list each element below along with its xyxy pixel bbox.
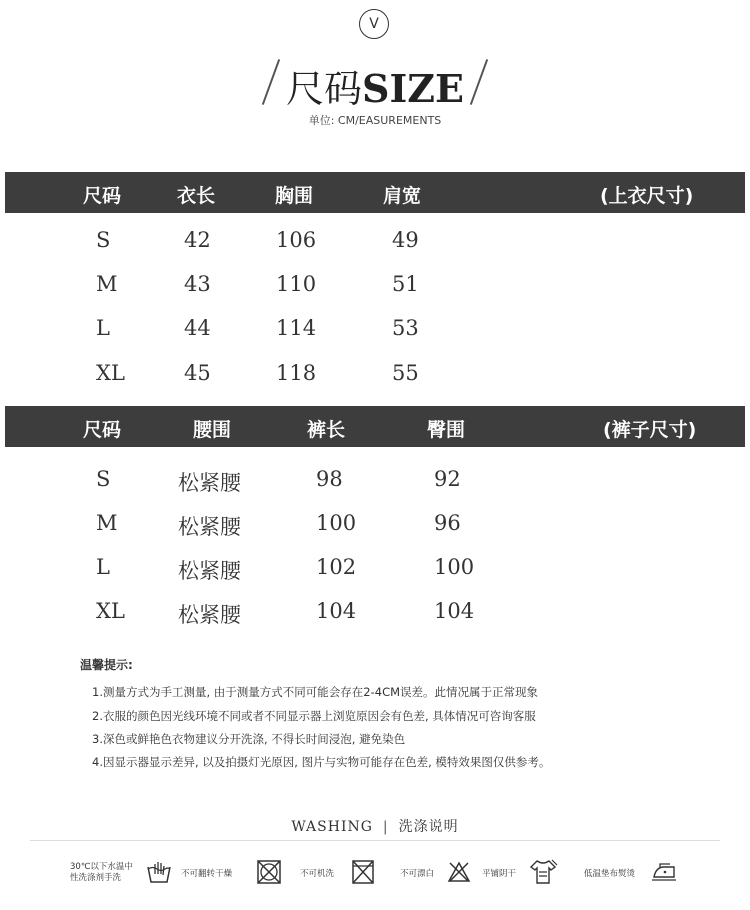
dry-flat-shade-icon — [528, 858, 558, 886]
tip-item: 2.衣服的颜色因光线环境不同或者不同显示器上浏览原因会有色差, 具体情况可咨询客服 — [92, 709, 536, 723]
table-cell: L — [96, 555, 110, 579]
washing-heading — [0, 816, 750, 836]
bottom-table-header — [5, 406, 745, 447]
table-cell: 松紧腰 — [178, 515, 241, 539]
top-header-size: 尺码 — [83, 185, 122, 207]
title-slash-right — [470, 59, 488, 105]
top-table-note: (上衣尺寸) — [600, 185, 694, 207]
logo-letter: V — [369, 16, 379, 32]
tip-item: 4.因显示器显示差异, 以及拍摄灯光原因, 图片与实物可能存在色差, 模特效果图仅供参考。 — [92, 755, 551, 769]
bottom-header-pants-length: 裤长 — [307, 419, 346, 441]
top-header-shoulder: 肩宽 — [383, 185, 422, 207]
table-cell: 44 — [184, 316, 211, 340]
bottom-header-size: 尺码 — [83, 419, 122, 441]
brand-logo — [359, 9, 389, 39]
tip-item: 1.测量方式为手工测量, 由于测量方式不同可能会存在2-4CM误差。此情况属于正常现象 — [92, 685, 539, 699]
table-cell: M — [96, 511, 118, 535]
washing-title-cn: 洗涤说明 — [398, 819, 459, 835]
table-cell: XL — [96, 361, 125, 385]
wash-label-low-iron-cloth: 低温垫布熨烫 — [584, 869, 636, 879]
table-cell: S — [96, 467, 111, 491]
no-tumble-dry-icon — [256, 859, 282, 885]
table-cell: 106 — [276, 228, 317, 252]
tips-title: 温馨提示: — [80, 658, 133, 672]
wash-label-no-machine-wash: 不可机洗 — [300, 869, 335, 879]
table-cell: 114 — [276, 316, 317, 340]
table-cell: S — [96, 228, 111, 252]
page-title — [280, 58, 470, 113]
no-machine-wash-icon — [350, 859, 376, 885]
wash-label-no-bleach: 不可漂白 — [400, 869, 435, 879]
tip-item: 3.深色或鲜艳色衣物建议分开洗涤, 不得长时间浸泡, 避免染色 — [92, 732, 406, 746]
table-cell: 53 — [392, 316, 419, 340]
table-cell: 42 — [184, 228, 211, 252]
table-cell: 92 — [434, 467, 461, 491]
table-cell: 51 — [392, 272, 419, 296]
table-cell: 49 — [392, 228, 419, 252]
table-cell: XL — [96, 599, 125, 623]
table-cell: 55 — [392, 361, 419, 385]
wash-label-hand-wash: 30℃以下水温中 性洗涤剂手洗 — [70, 862, 133, 883]
table-cell: 98 — [316, 467, 343, 491]
top-header-length: 衣长 — [177, 185, 216, 207]
washing-title-en: WASHING — [291, 819, 373, 835]
top-header-chest: 胸围 — [275, 185, 314, 207]
table-cell: 96 — [434, 511, 461, 535]
top-table-header — [5, 172, 745, 213]
table-cell: 100 — [434, 555, 475, 579]
page-title-en: SIZE — [362, 66, 464, 111]
table-cell: 110 — [276, 272, 317, 296]
table-cell: 100 — [316, 511, 357, 535]
wash-label-dry-flat-shade: 平铺阴干 — [482, 869, 517, 879]
wash-label-no-tumble-dry: 不可翻转干燥 — [181, 869, 233, 879]
hand-wash-icon — [145, 858, 173, 886]
table-cell: 102 — [316, 555, 357, 579]
bottom-header-waist: 腰围 — [193, 419, 232, 441]
low-iron-cloth-icon — [650, 861, 678, 883]
divider — [30, 840, 720, 841]
table-cell: 松紧腰 — [178, 471, 241, 495]
unit-label: 单位: CM/EASUREMENTS — [308, 114, 442, 127]
table-cell: 43 — [184, 272, 211, 296]
washing-separator: | — [382, 819, 389, 835]
no-bleach-icon — [447, 860, 471, 884]
table-cell: 118 — [276, 361, 317, 385]
table-cell: 104 — [434, 599, 475, 623]
table-cell: 松紧腰 — [178, 603, 241, 627]
table-cell: 104 — [316, 599, 357, 623]
table-cell: 松紧腰 — [178, 559, 241, 583]
bottom-header-hip: 臀围 — [427, 419, 466, 441]
table-cell: 45 — [184, 361, 211, 385]
title-slash-left — [262, 59, 280, 105]
page-title-cn: 尺码 — [286, 67, 363, 111]
table-cell: L — [96, 316, 110, 340]
bottom-table-note: (裤子尺寸) — [603, 419, 697, 441]
table-cell: M — [96, 272, 118, 296]
